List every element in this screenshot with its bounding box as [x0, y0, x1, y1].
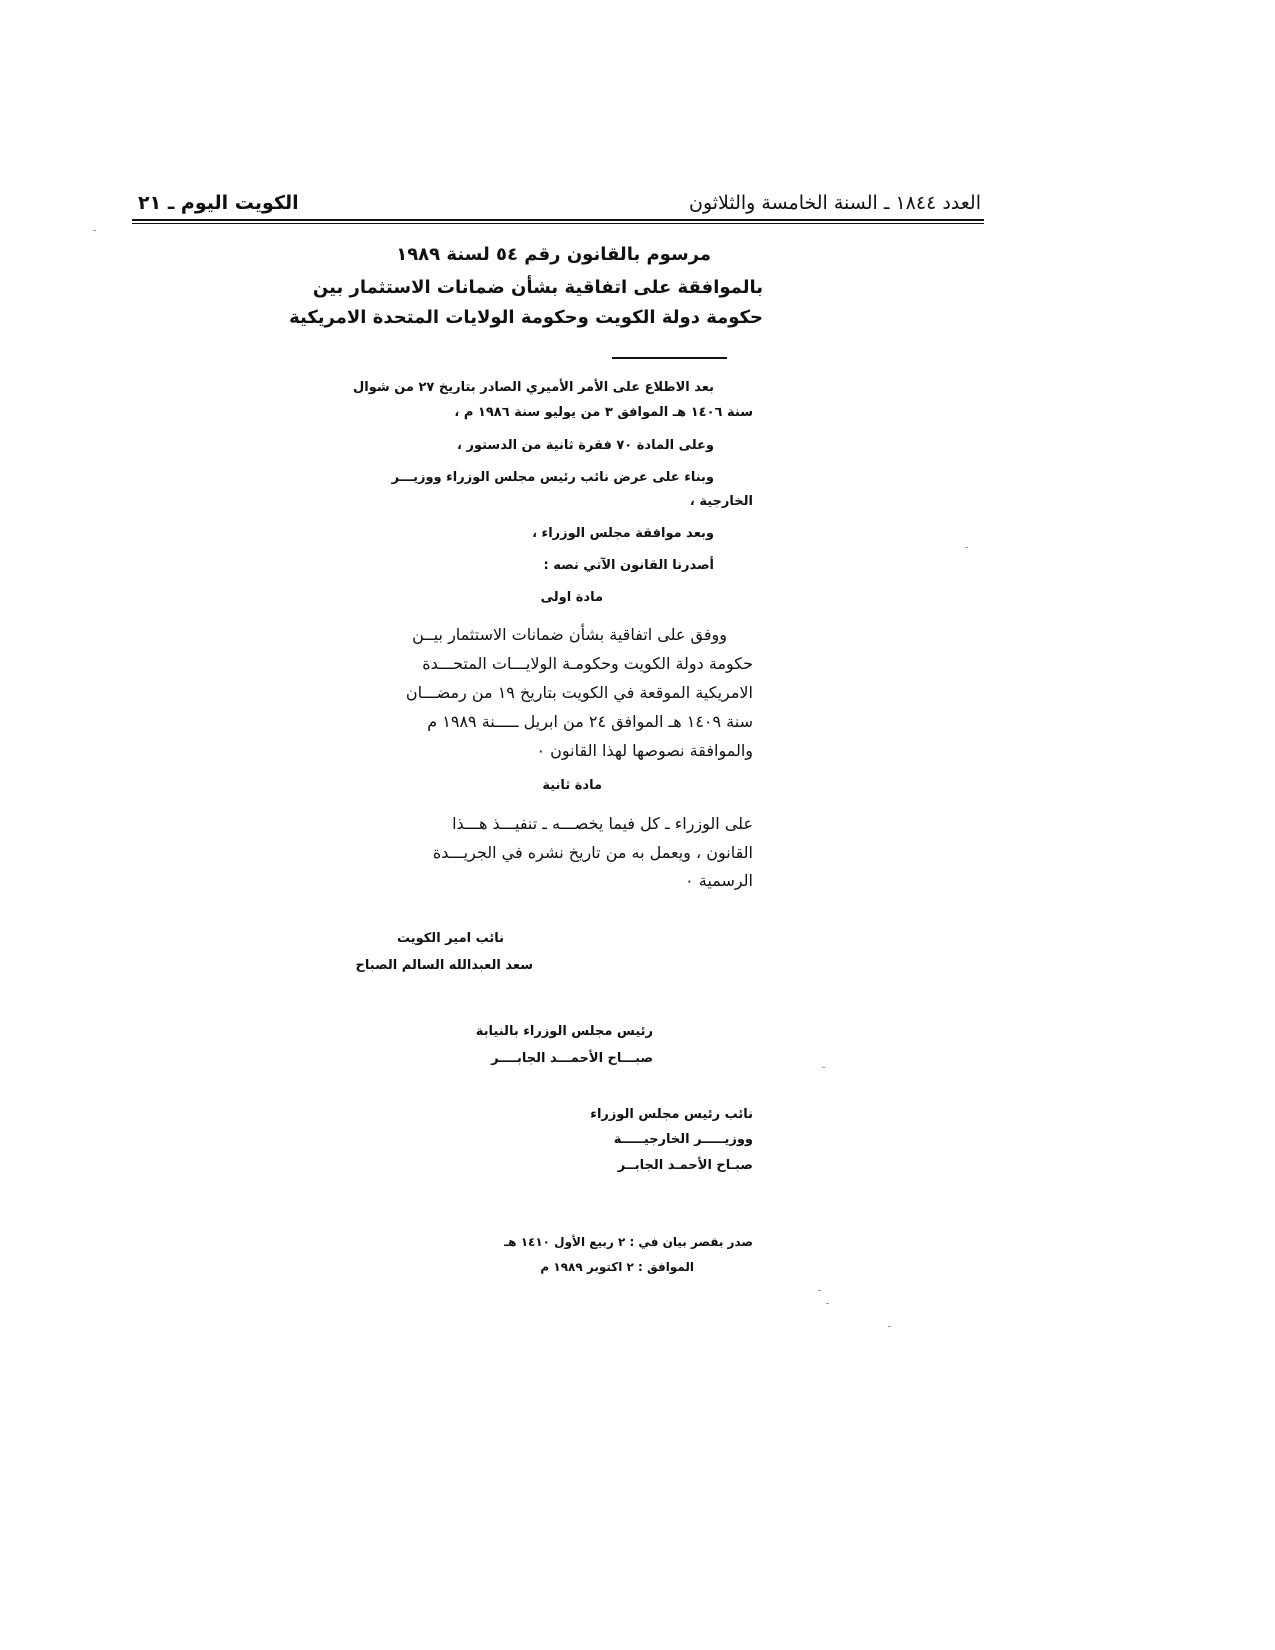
preamble-4: وبعد موافقة مجلس الوزراء ، [532, 526, 714, 541]
preamble-1-line-2: سنة ١٤٠٦ هـ الموافق ٣ من يوليو سنة ١٩٨٦ م ، [454, 405, 753, 420]
signature-3-name: صبـاح الأحمـد الجابــر [617, 1158, 753, 1173]
signature-2-title: رئيس مجلس الوزراء بالنيابة [475, 1024, 653, 1039]
article-2-line-3: الرسمية ٠ [685, 871, 753, 890]
issue-number-label: العدد ١٨٤٤ ـ السنة الخامسة والثلاثون [688, 192, 981, 214]
article-1-line-5: والموافقة نصوصها لهذا القانون ٠ [536, 741, 753, 760]
signature-3-title-line-1: نائب رئيس مجلس الوزراء [590, 1107, 753, 1122]
scan-speck [818, 1290, 821, 1291]
preamble-3-line-2: الخارجية ، [689, 494, 753, 509]
header-rule-thin [132, 223, 984, 224]
preamble-1-line-1: بعد الاطلاع على الأمر الأميري الصادر بتاريخ ٢٧ من شوال [353, 380, 714, 395]
article-1-heading: مادة اولى [540, 590, 603, 605]
article-2-heading: مادة ثانية [542, 778, 602, 793]
issued-gregorian-date: الموافق : ٢ اكتوبر ١٩٨٩ م [540, 1260, 694, 1274]
signature-1-title: نائب امير الكويت [396, 931, 504, 946]
article-1-line-3: الامريكية الموقعة في الكويت بتاريخ ١٩ من رمضـــان [405, 683, 753, 702]
decree-subtitle-line-1: بالموافقة على اتفاقية بشأن ضمانات الاستثمار بين [312, 277, 763, 298]
preamble-3-line-1: وبناء على عرض نائب رئيس مجلس الوزراء ووزيـــر [391, 470, 714, 485]
signature-2-name: صبـــاح الأحمـــد الجابــــر [491, 1051, 653, 1066]
article-1-line-1: ووفق على اتفاقية بشأن ضمانات الاستثمار بيــن [412, 625, 727, 644]
article-2-line-1: على الوزراء ـ كل فيما يخصـــه ـ تنفيـــذ هـــذا [452, 814, 753, 833]
preamble-5: أصدرنا القانون الآتي نصه : [543, 558, 714, 573]
page-number-label: الكويت اليوم ـ ٢١ [138, 192, 299, 214]
decree-title: مرسوم بالقانون رقم ٥٤ لسنة ١٩٨٩ [396, 244, 711, 265]
scan-speck [888, 1326, 891, 1327]
title-divider [612, 357, 727, 359]
signature-1-name: سعد العبدالله السالم الصباح [355, 958, 533, 973]
preamble-2: وعلى المادة ٧٠ فقرة ثانية من الدستور ، [457, 438, 714, 453]
article-1-line-2: حكومة دولة الكويت وحكومـة الولايـــات المتحـــدة [422, 654, 753, 673]
scan-speck [965, 547, 968, 548]
scan-speck [93, 230, 96, 231]
article-2-line-2: القانون ، ويعمل به من تاريخ نشره في الجريـــدة [432, 843, 753, 862]
decree-subtitle-line-2: حكومة دولة الكويت وحكومة الولايات المتحدة الامريكية [289, 307, 763, 328]
scan-speck [826, 1303, 829, 1304]
scan-speck [822, 1067, 825, 1068]
signature-3-title-line-2: ووزيـــــر الخارجيـــــة [613, 1132, 753, 1147]
article-1-line-4: سنة ١٤٠٩ هـ الموافق ٢٤ من ابريل ـــــنة ١٩٨٩ م [427, 712, 753, 731]
header-rule [132, 219, 984, 221]
issued-place-date: صدر بقصر بيان في : ٢ ربيع الأول ١٤١٠ هـ [504, 1235, 753, 1249]
